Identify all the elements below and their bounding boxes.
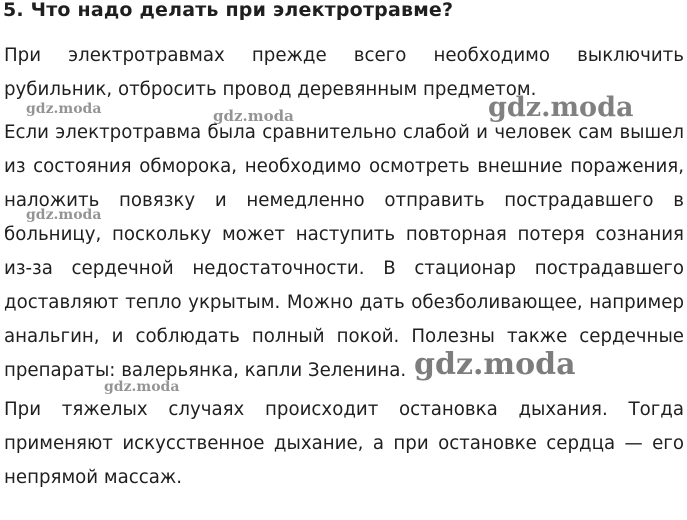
watermark-logo: gdz.moda [26, 207, 102, 223]
answer-paragraph-2: Если электротравма была сравнительно слабой и человек сам вышел из состояния обморока, необходимо осмотреть внешние поражения, наложить повязку и немедленно отправить пострадавшего в больницу, поскольку может наступить повторная потеря сознания из-за сердечной недостаточности. В стационар пострадавшего доставляют тепло укрытым. Можно дать обезболивающее, например анальгин, и соблюдать полный покой. Полезны также сердечные препараты: валерьянка, капли Зеленина. [4, 122, 684, 381]
answer-paragraph-3: При тяжелых случаях происходит остановка дыхания. Тогда применяют искусственное дыхание, а при остановке сердца — его непрямой массаж. [4, 399, 684, 488]
question-heading: 5. Что надо делать при электротравме? [3, 0, 454, 21]
watermark-logo: gdz.moda [488, 92, 634, 123]
answer-paragraph-1: При электротравмах прежде всего необходимо выключить рубильник, отбросить провод деревянным предметом. [4, 45, 684, 100]
watermark-logo: gdz.moda [104, 379, 180, 395]
watermark-logo: gdz.moda [213, 107, 294, 125]
watermark-logo: gdz.moda [414, 347, 576, 382]
watermark-logo: gdz.moda [26, 101, 102, 117]
